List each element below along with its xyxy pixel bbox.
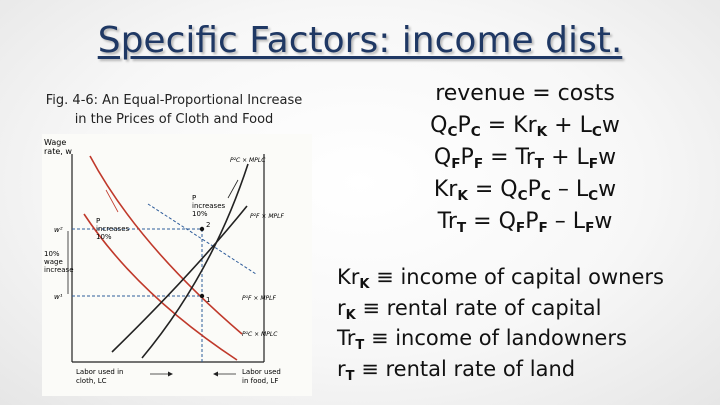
eq3-e: w (598, 145, 617, 170)
figure-caption (14, 91, 334, 129)
pf-increase-label-2: increases (192, 202, 226, 210)
def1-a-sub: K (359, 276, 370, 292)
caption-line-1: Fig. 4-6: An Equal-Proportional Increase (45, 93, 303, 108)
equation-food-revenue (400, 142, 650, 174)
eq3-a-sub: F (451, 156, 461, 173)
eq2-d: + L (547, 113, 592, 138)
point-1-label: 1 (206, 296, 211, 304)
pc-increase-label-2: increases (96, 225, 130, 233)
eq2-a: Q (430, 113, 448, 138)
definition-land-income (337, 323, 664, 354)
definitions-block (337, 262, 664, 384)
def4-a: r (337, 356, 346, 381)
eq3-b-sub: F (473, 156, 484, 173)
curve-pc2-label: P²C × MPLC (230, 157, 266, 164)
eq1-text: revenue = costs (435, 81, 615, 106)
w2-label: w² (54, 226, 63, 234)
definition-capital-income (337, 262, 664, 293)
def1-a: Kr (337, 265, 360, 289)
eq4-e: w (598, 177, 617, 202)
x-left-label-1: Labor used in (76, 368, 124, 376)
equations-block (400, 78, 650, 238)
definition-capital-rental (337, 293, 664, 324)
eq5-c: P (525, 209, 539, 234)
eq5-c-sub: F (538, 220, 548, 237)
eq4-c: P (527, 177, 541, 202)
equation-land-income (400, 206, 650, 238)
def1-b: ≡ income of capital owners (369, 265, 664, 289)
eq5-e: w (594, 209, 613, 234)
equilibrium-point-2 (200, 227, 204, 231)
eq4-c-sub: C (540, 188, 551, 205)
eq3-d-sub: F (588, 156, 599, 173)
eq4-b-sub: C (517, 188, 528, 205)
curve-pf2-label: P²F × MPLF (250, 213, 284, 220)
wage-diagram (42, 134, 312, 396)
eq2-a-sub: C (447, 124, 458, 141)
eq2-e: w (601, 113, 620, 138)
eq2-c-sub: K (536, 124, 548, 141)
eq3-c: = Tr (483, 145, 535, 170)
pf-increase-label-1: P (192, 194, 197, 202)
eq4-d-sub: C (588, 188, 599, 205)
equation-capital-income (400, 174, 650, 206)
eq2-c: = Kr (480, 113, 537, 138)
pct-label-2: wage (44, 258, 63, 266)
def2-a-sub: K (345, 307, 356, 323)
def2-b: ≡ rental rate of capital (355, 295, 602, 320)
figure-background (42, 134, 312, 396)
eq3-a: Q (433, 145, 452, 170)
eq2-d-sub: C (591, 124, 602, 141)
x-right-label-1: Labor used (242, 368, 281, 376)
y-axis-label-1: Wage (44, 138, 67, 147)
eq5-b: = Q (466, 209, 516, 234)
eq2-b-sub: C (470, 124, 481, 141)
eq5-a-sub: T (456, 220, 467, 237)
pc-increase-label-1: P (96, 217, 101, 225)
eq4-a: Kr (433, 177, 458, 202)
eq3-d: + L (544, 145, 589, 170)
curve-pf1-label: P¹F × MPLF (242, 295, 276, 302)
equation-cloth-revenue (400, 110, 650, 142)
equilibrium-point-1 (200, 294, 204, 298)
eq3-b: P (460, 145, 474, 170)
eq3-c-sub: T (534, 156, 545, 173)
pct-label-1: 10% (44, 250, 60, 258)
eq4-b: = Q (467, 177, 518, 202)
x-left-label-2: cloth, LC (76, 377, 107, 385)
pc-increase-label-3: 10% (96, 233, 112, 241)
eq4-d: – L (550, 177, 589, 202)
eq5-d: – L (547, 209, 586, 234)
caption-line-2: in the Prices of Cloth and Food (74, 112, 274, 127)
def2-a: r (337, 295, 346, 320)
curve-pc1-label: P¹C × MPLC (242, 331, 278, 338)
eq5-d-sub: F (585, 220, 595, 237)
pf-increase-label-3: 10% (192, 210, 208, 218)
y-axis-label-2: rate, w (44, 147, 72, 156)
def3-a-sub: T (355, 337, 365, 353)
eq5-b-sub: F (515, 220, 526, 237)
eq2-b: P (457, 113, 471, 138)
equation-revenue-costs (400, 78, 650, 110)
w1-label: w¹ (54, 293, 63, 301)
def3-a: Tr (337, 326, 356, 350)
slide-title: Specific Factors: income dist. (97, 20, 623, 61)
x-right-label-2: in food, LF (242, 377, 279, 385)
pct-label-3: increase (44, 266, 74, 274)
eq4-a-sub: K (457, 188, 468, 205)
point-2-label: 2 (206, 221, 211, 229)
def3-b: ≡ income of landowners (364, 326, 627, 350)
eq5-a: Tr (437, 209, 457, 234)
def4-a-sub: T (345, 368, 355, 384)
def4-b: ≡ rental rate of land (354, 356, 576, 381)
definition-land-rental (337, 354, 664, 385)
